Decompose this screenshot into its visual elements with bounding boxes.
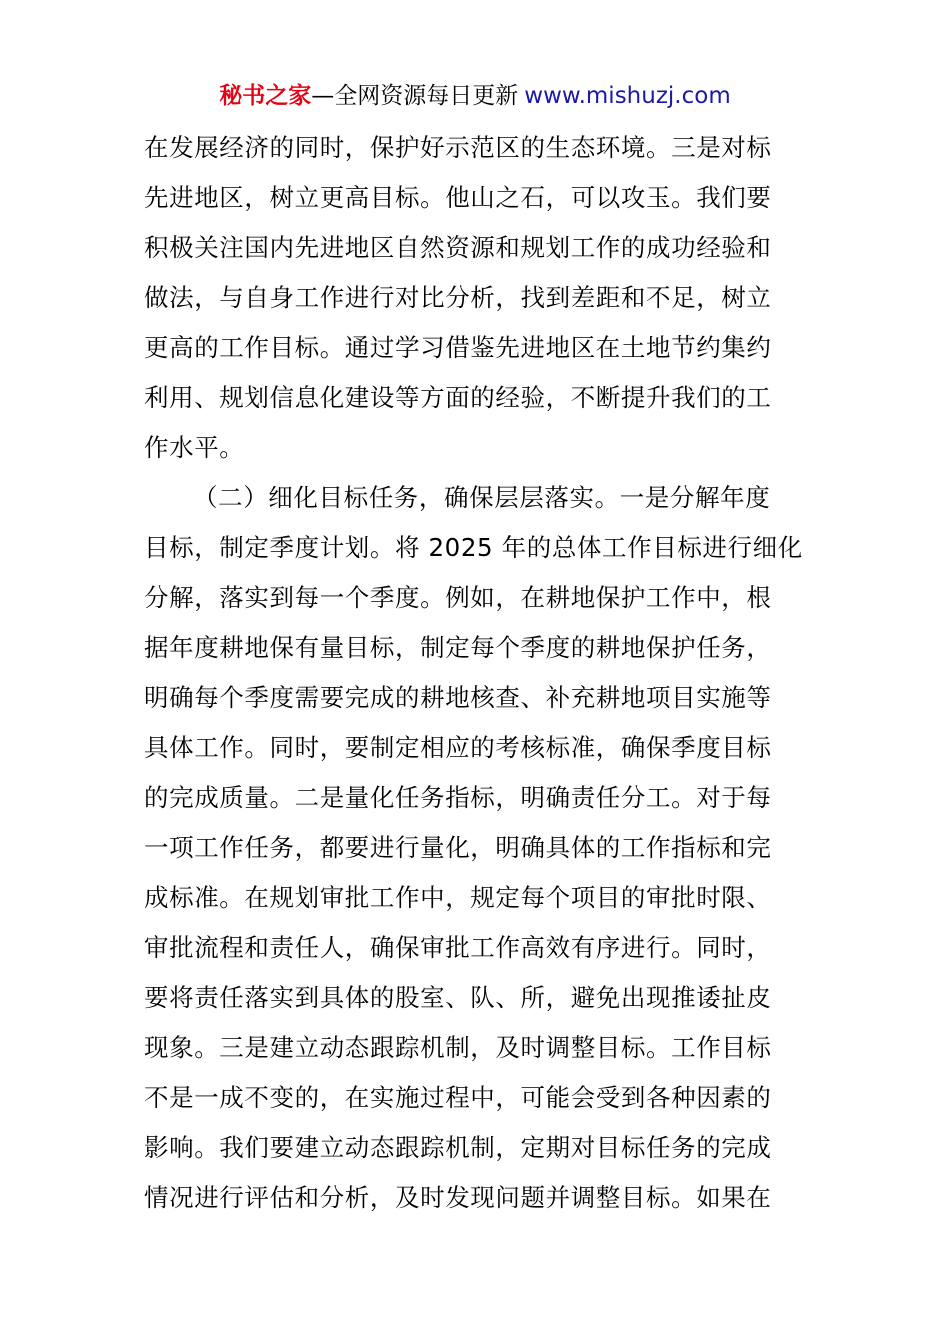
text-line: 据年度耕地保有量目标，制定每个季度的耕地保护任务， (144, 633, 772, 662)
text-line: 先进地区，树立更高目标。他山之石，可以攻玉。我们要 (144, 183, 772, 212)
text-line: 明确每个季度需要完成的耕地核查、补充耕地项目实施等 (144, 683, 772, 712)
text-line: 做法，与自身工作进行对比分析，找到差距和不足，树立 (144, 283, 772, 312)
text-line: 情况进行评估和分析，及时发现问题并调整目标。如果在 (144, 1183, 772, 1212)
text-line: 要将责任落实到具体的股室、队、所，避免出现推诿扯皮 (144, 983, 772, 1012)
text-line: 成标准。在规划审批工作中，规定每个项目的审批时限、 (144, 883, 772, 912)
text-line: 审批流程和责任人，确保审批工作高效有序进行。同时， (144, 933, 772, 962)
text-line: 的完成质量。二是量化任务指标，明确责任分工。对于每 (144, 783, 772, 812)
document-body (144, 128, 808, 1228)
text-line: 具体工作。同时，要制定相应的考核标准，确保季度目标 (144, 733, 772, 762)
text-line: 分解，落实到每一个季度。例如，在耕地保护工作中，根 (144, 583, 772, 612)
text-line: 利用、规划信息化建设等方面的经验，不断提升我们的工 (144, 383, 772, 412)
site-url-link[interactable]: www.mishuzj.com (524, 83, 731, 109)
brand-name: 秘书之家 (219, 83, 312, 109)
section-heading-line: （二）细化目标任务，确保层层落实。一是分解年度 (193, 483, 771, 512)
text-line: 积极关注国内先进地区自然资源和规划工作的成功经验和 (144, 233, 772, 262)
text-line: 一项工作任务，都要进行量化，明确具体的工作指标和完 (144, 833, 772, 862)
header-tagline: —全网资源每日更新 (311, 83, 519, 109)
text-line: 不是一成不变的，在实施过程中，可能会受到各种因素的 (144, 1083, 772, 1112)
text-line: 现象。三是建立动态跟踪机制，及时调整目标。工作目标 (144, 1033, 772, 1062)
text-line: 在发展经济的同时，保护好示范区的生态环境。三是对标 (144, 133, 772, 162)
text-line: 目标，制定季度计划。将 2025 年的总体工作目标进行细化 (144, 533, 803, 562)
text-line: 影响。我们要建立动态跟踪机制，定期对目标任务的完成 (144, 1133, 772, 1162)
text-line: 更高的工作目标。通过学习借鉴先进地区在土地节约集约 (144, 333, 772, 362)
text-line: 作水平。 (144, 433, 245, 462)
page-header (0, 80, 950, 112)
